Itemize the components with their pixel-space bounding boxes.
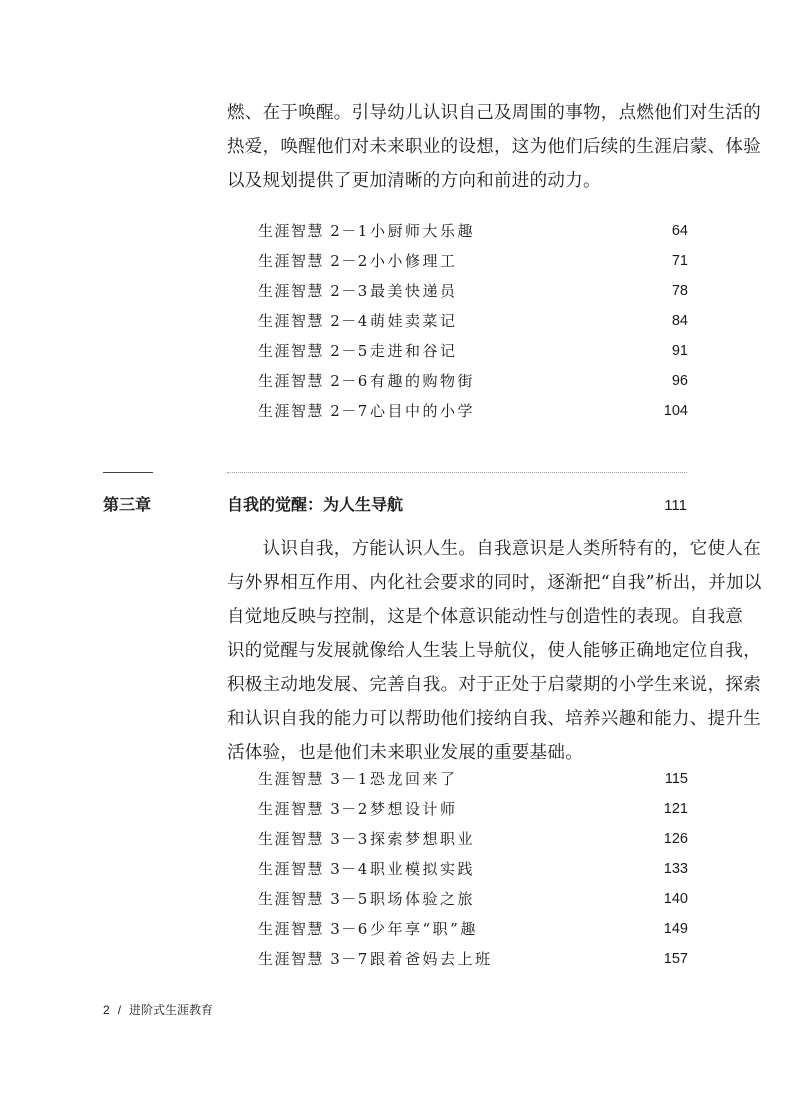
toc-entry-page: 126: [663, 831, 688, 847]
toc-entry-page: 140: [663, 891, 688, 907]
toc-entry-page: 71: [671, 253, 688, 269]
chapter-page-number: 111: [664, 497, 687, 514]
toc-entry-title: 最美快递员: [370, 282, 458, 300]
paragraph-line: 燃、在于唤醒。引导幼儿认识自己及周围的事物，点燃他们对生活的: [227, 103, 761, 123]
toc-entry-code: 生涯智慧 2－1: [258, 222, 369, 240]
toc-entry-title: 梦想设计师: [370, 800, 458, 818]
paragraph-line: 活体验，也是他们未来职业发展的重要基础。: [227, 743, 583, 763]
page-footer: [103, 1001, 213, 1019]
chapter-label: 第三章: [103, 497, 152, 514]
toc-entry-code: 生涯智慧 3－7: [258, 950, 369, 968]
toc-entry-page: 121: [663, 801, 688, 817]
toc-entry[interactable]: [258, 366, 688, 396]
toc-entry-code: 生涯智慧 2－5: [258, 342, 369, 360]
toc-entry-page: 133: [663, 861, 688, 877]
toc-entry-title: 萌娃卖菜记: [370, 312, 458, 330]
toc-entry[interactable]: [258, 794, 688, 824]
chapter-title[interactable]: 自我的觉醒：为人生导航: [227, 497, 404, 514]
toc-entry-code: 生涯智慧 3－6: [258, 920, 369, 938]
toc-entry-page: 149: [663, 921, 688, 937]
paragraph-line: 识的觉醒与发展就像给人生装上导航仪，使人能够正确地定位自我，: [227, 641, 761, 661]
toc-entry-title: 职场体验之旅: [370, 890, 476, 908]
toc-entry[interactable]: [258, 824, 688, 854]
toc-entry-page: 115: [664, 771, 688, 787]
footer-separator: /: [117, 1003, 122, 1017]
footer-book-title: 进阶式生涯教育: [129, 1003, 214, 1017]
toc-entry-code: 生涯智慧 3－3: [258, 830, 369, 848]
toc-entry-page: 91: [671, 343, 688, 359]
toc-entry[interactable]: [258, 306, 688, 336]
toc-entry-code: 生涯智慧 3－4: [258, 860, 369, 878]
toc-entry-code: 生涯智慧 3－1: [258, 770, 369, 788]
chapter-divider-short: [103, 472, 153, 473]
paragraph-line: 以及规划提供了更加清晰的方向和前进的动力。: [227, 171, 601, 191]
toc-entry-page: 84: [671, 313, 688, 329]
toc-entry[interactable]: [258, 914, 688, 944]
toc-entry-page: 96: [671, 373, 688, 389]
toc-entry-code: 生涯智慧 2－7: [258, 402, 369, 420]
toc-entry-page: 157: [663, 951, 688, 967]
toc-entry-page: 64: [671, 223, 688, 239]
toc-entry[interactable]: [258, 276, 688, 306]
toc-entry-code: 生涯智慧 2－6: [258, 372, 369, 390]
toc-entry[interactable]: [258, 764, 688, 794]
paragraph-line: 和认识自我的能力可以帮助他们接纳自我、培养兴趣和能力、提升生: [227, 709, 761, 729]
paragraph-line: 自觉地反映与控制，这是个体意识能动性与创造性的表现。自我意: [227, 607, 744, 627]
paragraph-line: 积极主动地发展、完善自我。对于正处于启蒙期的小学生来说，探索: [227, 675, 761, 695]
paragraph-line: 热爱，唤醒他们对未来职业的设想，这为他们后续的生涯启蒙、体验: [227, 137, 761, 157]
paragraph-line: 与外界相互作用、内化社会要求的同时，逐渐把“自我”析出，并加以: [227, 573, 762, 593]
toc-entry-code: 生涯智慧 3－5: [258, 890, 369, 908]
toc-entry-page: 104: [663, 403, 688, 419]
footer-page-number: 2: [103, 1003, 110, 1017]
toc-entry[interactable]: [258, 884, 688, 914]
toc-entry-title: 跟着爸妈去上班: [370, 950, 493, 968]
toc-entry-title: 走进和谷记: [370, 342, 458, 360]
toc-entry-code: 生涯智慧 3－2: [258, 800, 369, 818]
toc-list-chapter-2: [258, 216, 688, 426]
toc-entry[interactable]: [258, 854, 688, 884]
toc-entry-title: 小厨师大乐趣: [370, 222, 476, 240]
intro-paragraph: [227, 96, 761, 198]
toc-entry-code: 生涯智慧 2－3: [258, 282, 369, 300]
toc-entry-page: 78: [671, 283, 688, 299]
toc-entry-code: 生涯智慧 2－4: [258, 312, 369, 330]
toc-entry-title: 心目中的小学: [370, 402, 476, 420]
toc-list-chapter-3: [258, 764, 688, 974]
toc-entry-title: 有趣的购物街: [370, 372, 476, 390]
toc-entry[interactable]: [258, 336, 688, 366]
paragraph-line: 认识自我，方能认识人生。自我意识是人类所特有的，它使人在: [227, 539, 761, 559]
toc-entry[interactable]: [258, 216, 688, 246]
chapter-paragraph: [227, 532, 762, 770]
toc-entry-code: 生涯智慧 2－2: [258, 252, 369, 270]
chapter-divider-dotted: [227, 472, 687, 473]
toc-entry-title: 探索梦想职业: [370, 830, 476, 848]
toc-entry[interactable]: [258, 396, 688, 426]
toc-entry[interactable]: [258, 246, 688, 276]
toc-entry-title: 少年享“职”趣: [370, 920, 478, 938]
toc-entry[interactable]: [258, 944, 688, 974]
toc-entry-title: 职业模拟实践: [370, 860, 476, 878]
toc-entry-title: 恐龙回来了: [370, 770, 458, 788]
toc-entry-title: 小小修理工: [370, 252, 458, 270]
